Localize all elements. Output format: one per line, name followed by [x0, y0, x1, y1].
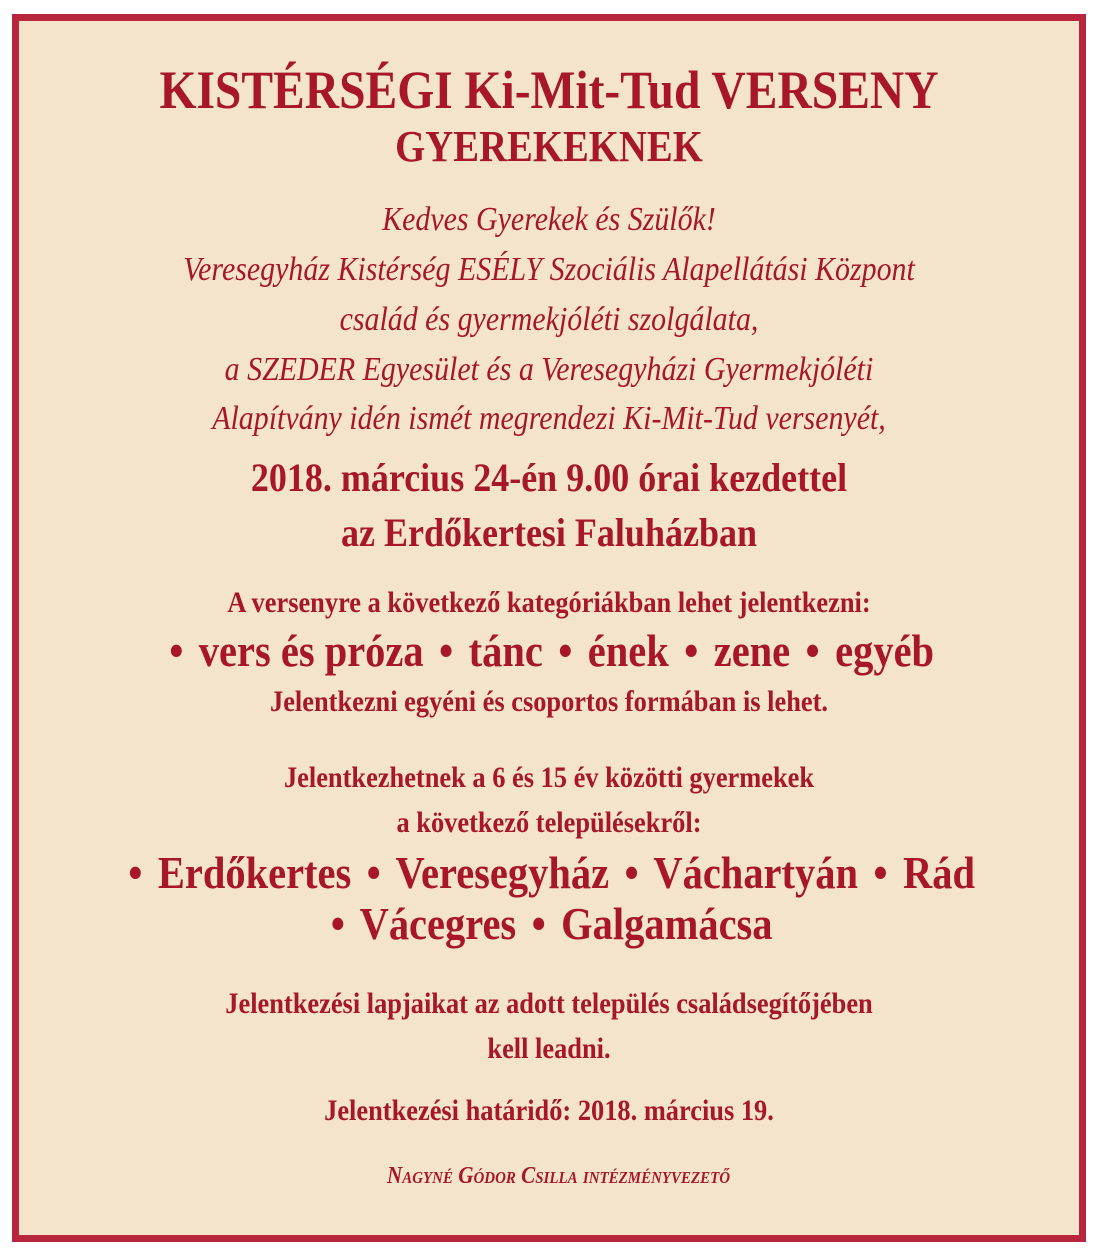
categories-intro: A versenyre a következő kategóriákban lehet jelentkezni: — [227, 586, 871, 619]
title-main: KISTÉRSÉGI Ki-Mit-Tud VERSENY — [159, 60, 939, 120]
intro-line-2: család és gyermekjóléti szolgálata, — [339, 301, 759, 338]
greeting: Kedves Gyerekek és Szülők! — [382, 201, 716, 238]
submission-line-1: Jelentkezési lapjaikat az adott település családsegítőjében — [225, 987, 873, 1020]
town-item: Rád — [902, 847, 975, 898]
towns-row-2 — [83, 898, 1016, 949]
notice-frame — [12, 14, 1086, 1242]
bullet: • — [624, 847, 639, 898]
category-item: zene — [713, 625, 791, 676]
title-sub: GYEREKEKNEK — [395, 122, 703, 171]
bullet: • — [873, 847, 888, 898]
town-item: Váchartyán — [653, 847, 859, 898]
bullet: • — [128, 847, 143, 898]
town-item: Galgamácsa — [561, 898, 773, 949]
deadline: Jelentkezési határidő: 2018. március 19. — [324, 1094, 774, 1127]
intro-line-4: Alapítvány idén ismét megrendezi Ki-Mit-Tud versenyét, — [212, 400, 886, 437]
category-item: tánc — [468, 625, 543, 676]
eligibility-line-2: a következő településekről: — [396, 806, 702, 839]
intro-line-1: Veresegyház Kistérség ESÉLY Szociális Alapellátási Központ — [183, 251, 915, 288]
bullet: • — [330, 898, 345, 949]
event-venue: az Erdőkertesi Faluházban — [340, 510, 757, 555]
event-date: 2018. március 24-én 9.00 órai kezdettel — [250, 455, 848, 500]
bullet: • — [558, 625, 573, 676]
bullet: • — [366, 847, 381, 898]
bullet: • — [684, 625, 699, 676]
categories-note: Jelentkezni egyéni és csoportos formában is lehet. — [269, 685, 829, 718]
intro-line-3: a SZEDER Egyesület és a Veresegyházi Gyermekjóléti — [224, 351, 874, 388]
towns-row-1 — [83, 847, 1016, 898]
bullet: • — [531, 898, 546, 949]
signature: Nagyné Gódor Csilla intézményvezető — [387, 1163, 731, 1189]
category-item: vers és próza — [198, 625, 424, 676]
bullet: • — [439, 625, 454, 676]
categories-list — [83, 625, 1016, 676]
category-item: egyéb — [835, 625, 935, 676]
eligibility-line-1: Jelentkezhetnek a 6 és 15 év közötti gyermekek — [283, 761, 815, 794]
bullet: • — [805, 625, 820, 676]
town-item: Veresegyház — [395, 847, 610, 898]
bullet: • — [169, 625, 184, 676]
town-item: Vácegres — [359, 898, 517, 949]
town-item: Erdőkertes — [157, 847, 352, 898]
submission-line-2: kell leadni. — [487, 1032, 611, 1065]
category-item: ének — [587, 625, 669, 676]
